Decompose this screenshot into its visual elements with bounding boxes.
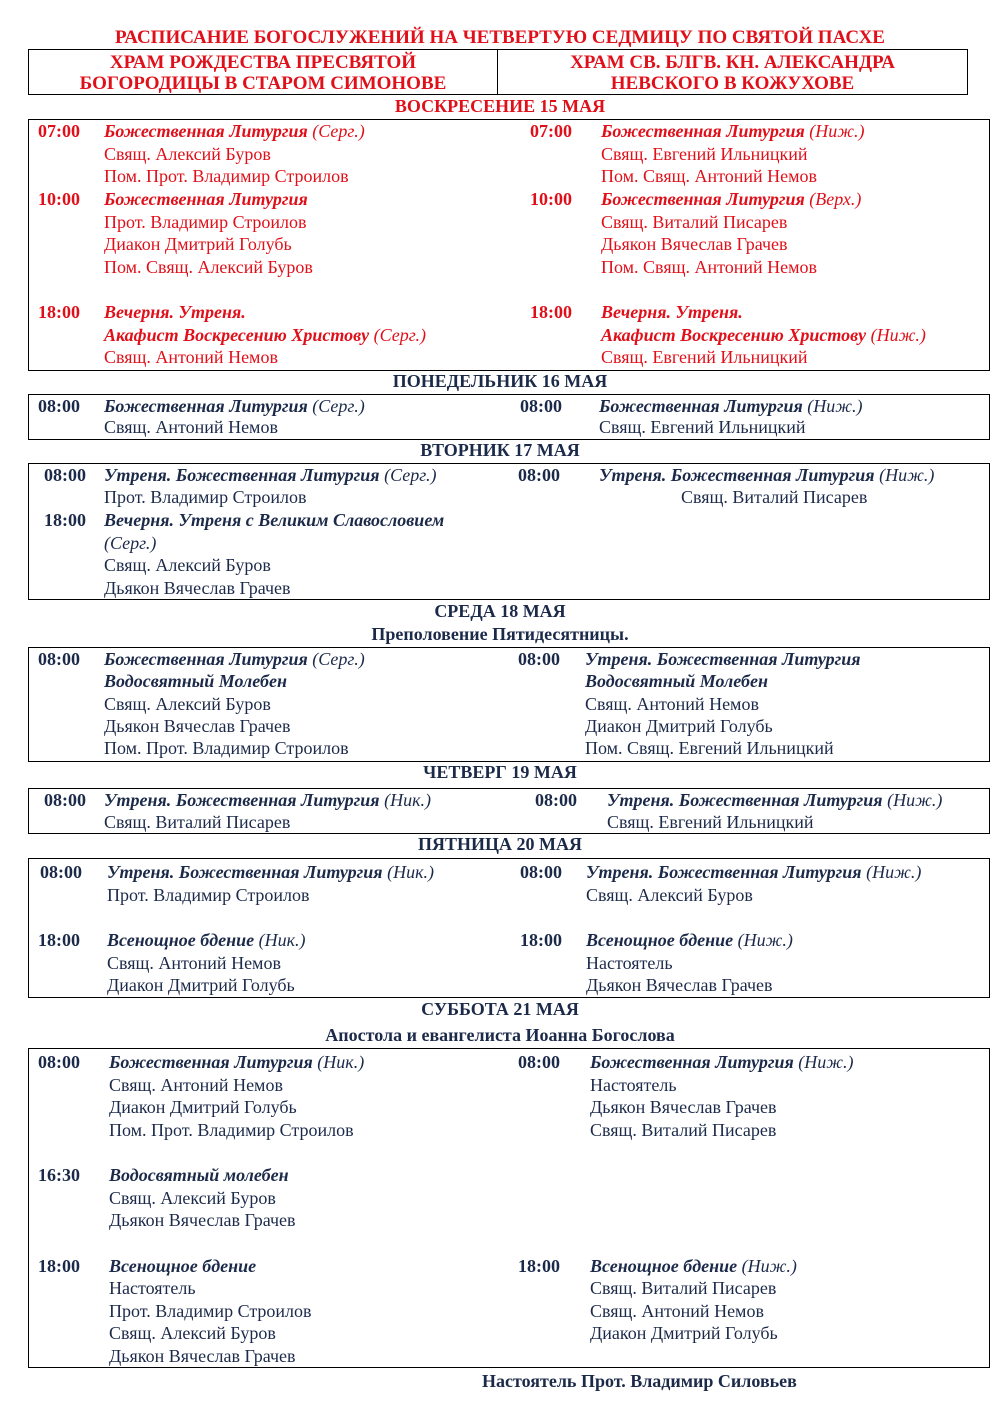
service-name: Божественная Литургия	[109, 1052, 313, 1072]
service-title	[599, 395, 863, 418]
clergy-name: Свящ. Антоний Немов	[109, 1075, 283, 1095]
service-location: (Ниж.)	[737, 1256, 797, 1276]
service-name: Всенощное бдение	[590, 1256, 738, 1276]
clergy-name: Свящ. Алексий Буров	[109, 1323, 276, 1343]
service-name: Водосвятный Молебен	[585, 671, 769, 691]
service-time: 10:00	[530, 189, 572, 209]
service-name: Божественная Литургия	[601, 121, 805, 141]
feast-name: Преполовение Пятидесятницы.	[371, 624, 629, 644]
church-right-line2: НЕВСКОГО В КОЖУХОВЕ	[610, 73, 855, 94]
clergy-name: Дьякон Вячеслав Грачев	[590, 1097, 777, 1117]
clergy-name: Прот. Владимир Строилов	[109, 1301, 312, 1321]
service-title	[104, 509, 444, 532]
service-title	[601, 120, 865, 143]
clergy-name: Свящ. Евгений Ильницкий	[599, 417, 806, 437]
clergy-name: Диакон Дмитрий Голубь	[107, 975, 295, 995]
clergy-name: Пом. Прот. Владимир Строилов	[104, 166, 349, 186]
service-name: Божественная Литургия	[104, 189, 308, 209]
service-name: Утреня. Божественная Литургия	[586, 862, 862, 882]
clergy-name: Пом. Прот. Владимир Строилов	[104, 738, 349, 758]
service-name: Всенощное бдение	[109, 1256, 257, 1276]
service-title	[601, 188, 861, 211]
service-name: Божественная Литургия	[104, 649, 308, 669]
service-time: 07:00	[38, 121, 80, 141]
service-title	[607, 789, 942, 812]
service-time: 08:00	[518, 465, 560, 485]
service-name: Божественная Литургия	[599, 396, 803, 416]
clergy-name: Свящ. Евгений Ильницкий	[607, 812, 814, 832]
clergy-name: Свящ. Антоний Немов	[107, 953, 281, 973]
service-title	[104, 789, 431, 812]
clergy-name: Диакон Дмитрий Голубь	[590, 1323, 778, 1343]
clergy-name: Дьякон Вячеслав Грачев	[109, 1210, 296, 1230]
service-location: (Ниж.)	[882, 790, 943, 810]
clergy-name: Настоятель	[586, 953, 673, 973]
service-location: (Серг.)	[307, 396, 365, 416]
service-title	[104, 120, 365, 143]
service-location: (Ниж.)	[733, 930, 793, 950]
clergy-name: Свящ. Алексий Буров	[104, 144, 271, 164]
day-heading-saturday: СУББОТА 21 МАЯ	[421, 999, 579, 1019]
service-title	[601, 301, 743, 324]
clergy-name: Свящ. Алексий Буров	[104, 694, 271, 714]
clergy-name: Свящ. Антоний Немов	[104, 347, 278, 367]
clergy-name: Свящ. Антоний Немов	[590, 1301, 764, 1321]
service-location	[104, 532, 156, 555]
clergy-name: Дьякон Вячеслав Грачев	[104, 716, 291, 736]
clergy-name: Прот. Владимир Строилов	[104, 487, 307, 507]
day-heading-wednesday: СРЕДА 18 МАЯ	[434, 601, 566, 621]
service-title	[601, 324, 926, 347]
clergy-name: Свящ. Антоний Немов	[104, 417, 278, 437]
clergy-name: Пом. Прот. Владимир Строилов	[109, 1120, 354, 1140]
service-time: 10:00	[38, 189, 80, 209]
service-time: 18:00	[38, 302, 80, 322]
service-time: 08:00	[38, 396, 80, 416]
day-heading-tuesday: ВТОРНИК 17 МАЯ	[420, 440, 580, 460]
clergy-name: Свящ. Алексий Буров	[586, 885, 753, 905]
page-title: РАСПИСАНИЕ БОГОСЛУЖЕНИЙ НА ЧЕТВЕРТУЮ СЕДМИЦУ ПО СВЯТОЙ ПАСХЕ	[115, 27, 885, 48]
clergy-name: Пом. Свящ. Алексий Буров	[104, 257, 313, 277]
service-time: 07:00	[530, 121, 572, 141]
service-time: 08:00	[38, 1052, 80, 1072]
service-time: 18:00	[518, 1256, 560, 1276]
service-name: Утреня. Божественная Литургия	[107, 862, 383, 882]
service-time: 08:00	[38, 649, 80, 669]
clergy-name: Дьякон Вячеслав Грачев	[109, 1346, 296, 1366]
service-time: 18:00	[520, 930, 562, 950]
service-name: Водосвятный Молебен	[104, 671, 288, 691]
church-left-line1: ХРАМ РОЖДЕСТВА ПРЕСВЯТОЙ	[109, 52, 417, 73]
clergy-name: Пом. Свящ. Антоний Немов	[601, 257, 817, 277]
clergy-name: Свящ. Виталий Писарев	[590, 1120, 777, 1140]
clergy-name: Дьякон Вячеслав Грачев	[104, 578, 291, 598]
service-time: 18:00	[38, 1256, 80, 1276]
service-title	[599, 464, 934, 487]
service-title	[104, 648, 365, 671]
service-time: 08:00	[518, 1052, 560, 1072]
service-location: (Серг.)	[307, 121, 365, 141]
clergy-name: Свящ. Евгений Ильницкий	[601, 347, 808, 367]
service-location: (Ник.)	[254, 930, 306, 950]
clergy-name: Свящ. Виталий Писарев	[681, 487, 868, 507]
service-name: Божественная Литургия	[601, 189, 805, 209]
service-location: (Ниж.)	[866, 325, 926, 345]
service-title	[586, 929, 793, 952]
clergy-name: Свящ. Антоний Немов	[585, 694, 759, 714]
church-header-box	[28, 49, 968, 95]
service-location: (Ниж.)	[874, 465, 935, 485]
day-heading-friday: ПЯТНИЦА 20 МАЯ	[418, 834, 582, 854]
clergy-name: Свящ. Алексий Буров	[109, 1188, 276, 1208]
clergy-name: Свящ. Виталий Писарев	[601, 212, 788, 232]
service-time: 18:00	[38, 930, 80, 950]
service-time: 18:00	[530, 302, 572, 322]
service-name: Всенощное бдение	[107, 930, 255, 950]
clergy-name: Свящ. Алексий Буров	[104, 555, 271, 575]
service-name: Утреня. Божественная Литургия	[607, 790, 883, 810]
service-name: Божественная Литургия	[590, 1052, 794, 1072]
service-title	[586, 861, 921, 884]
clergy-name: Пом. Свящ. Антоний Немов	[601, 166, 817, 186]
service-location: (Ник.)	[382, 862, 434, 882]
service-name: Акафист Воскресению Христову	[104, 325, 370, 345]
clergy-name: Настоятель	[590, 1075, 677, 1095]
church-left-line2: БОГОРОДИЦЫ В СТАРОМ СИМОНОВЕ	[79, 73, 447, 94]
day-heading-thursday: ЧЕТВЕРГ 19 МАЯ	[423, 762, 577, 782]
service-title	[104, 670, 287, 693]
service-name: Утреня. Божественная Литургия	[104, 465, 380, 485]
clergy-name: Свящ. Евгений Ильницкий	[601, 144, 808, 164]
service-title	[590, 1051, 854, 1074]
service-time: 08:00	[520, 862, 562, 882]
service-name: Утреня. Божественная Литургия	[585, 649, 861, 669]
service-name: Утреня. Божественная Литургия	[599, 465, 875, 485]
service-title	[104, 188, 308, 211]
service-title	[104, 324, 426, 347]
service-time: 08:00	[520, 396, 562, 416]
service-location: (Верх.)	[804, 189, 862, 209]
clergy-name: Пом. Свящ. Евгений Ильницкий	[585, 738, 834, 758]
church-right	[498, 52, 967, 94]
clergy-name: Свящ. Виталий Писарев	[590, 1278, 777, 1298]
service-name: Вечерня. Утреня.	[601, 302, 743, 322]
service-location: (Ниж.)	[861, 862, 922, 882]
clergy-name: Диакон Дмитрий Голубь	[585, 716, 773, 736]
service-location: (Ниж.)	[804, 121, 865, 141]
service-location: (Серг.)	[369, 325, 427, 345]
day-heading-monday: ПОНЕДЕЛЬНИК 16 МАЯ	[392, 371, 608, 391]
service-time: 08:00	[535, 790, 577, 810]
service-name: Всенощное бдение	[586, 930, 734, 950]
clergy-name: Свящ. Виталий Писарев	[104, 812, 291, 832]
service-location: (Ник.)	[379, 790, 431, 810]
service-title	[109, 1051, 364, 1074]
service-time: 18:00	[44, 510, 86, 530]
service-location: (Серг.)	[379, 465, 437, 485]
service-title	[107, 861, 434, 884]
service-time: 08:00	[44, 790, 86, 810]
service-title	[104, 464, 436, 487]
service-name: Божественная Литургия	[104, 121, 308, 141]
service-title	[585, 670, 768, 693]
rector-signature: Настоятель Прот. Владимир Силовьев	[482, 1371, 797, 1391]
clergy-name: Диакон Дмитрий Голубь	[109, 1097, 297, 1117]
feast-name: Апостола и евангелиста Иоанна Богослова	[325, 1025, 675, 1045]
service-location: (Ниж.)	[793, 1052, 854, 1072]
service-title	[590, 1255, 797, 1278]
service-location: (Ник.)	[312, 1052, 365, 1072]
church-right-line1: ХРАМ СВ. БЛГВ. КН. АЛЕКСАНДРА	[570, 52, 895, 73]
clergy-name: Прот. Владимир Строилов	[104, 212, 307, 232]
service-title	[107, 929, 306, 952]
service-name: Вечерня. Утреня с Великим Славословием	[104, 510, 445, 530]
day-heading-sunday: ВОСКРЕСЕНИЕ 15 МАЯ	[394, 96, 606, 116]
service-name: Вечерня. Утреня.	[104, 302, 246, 322]
service-title	[104, 301, 246, 324]
service-name: Утреня. Божественная Литургия	[104, 790, 380, 810]
service-title	[104, 395, 365, 418]
service-location: (Ниж.)	[802, 396, 863, 416]
clergy-name: Дьякон Вячеслав Грачев	[586, 975, 773, 995]
clergy-name: Прот. Владимир Строилов	[107, 885, 310, 905]
clergy-name: Дьякон Вячеслав Грачев	[601, 234, 788, 254]
clergy-name: Настоятель	[109, 1278, 196, 1298]
church-left	[29, 52, 497, 94]
service-time: 08:00	[518, 649, 560, 669]
clergy-name: Диакон Дмитрий Голубь	[104, 234, 292, 254]
service-name: Водосвятный молебен	[109, 1165, 289, 1185]
service-location: (Серг.)	[104, 533, 157, 553]
service-name: Божественная Литургия	[104, 396, 308, 416]
service-time: 16:30	[38, 1165, 80, 1185]
service-title	[585, 648, 861, 671]
service-title	[109, 1164, 289, 1187]
service-name: Акафист Воскресению Христову	[601, 325, 867, 345]
service-title	[109, 1255, 256, 1278]
service-location: (Серг.)	[307, 649, 365, 669]
service-time: 08:00	[44, 465, 86, 485]
service-time: 08:00	[40, 862, 82, 882]
